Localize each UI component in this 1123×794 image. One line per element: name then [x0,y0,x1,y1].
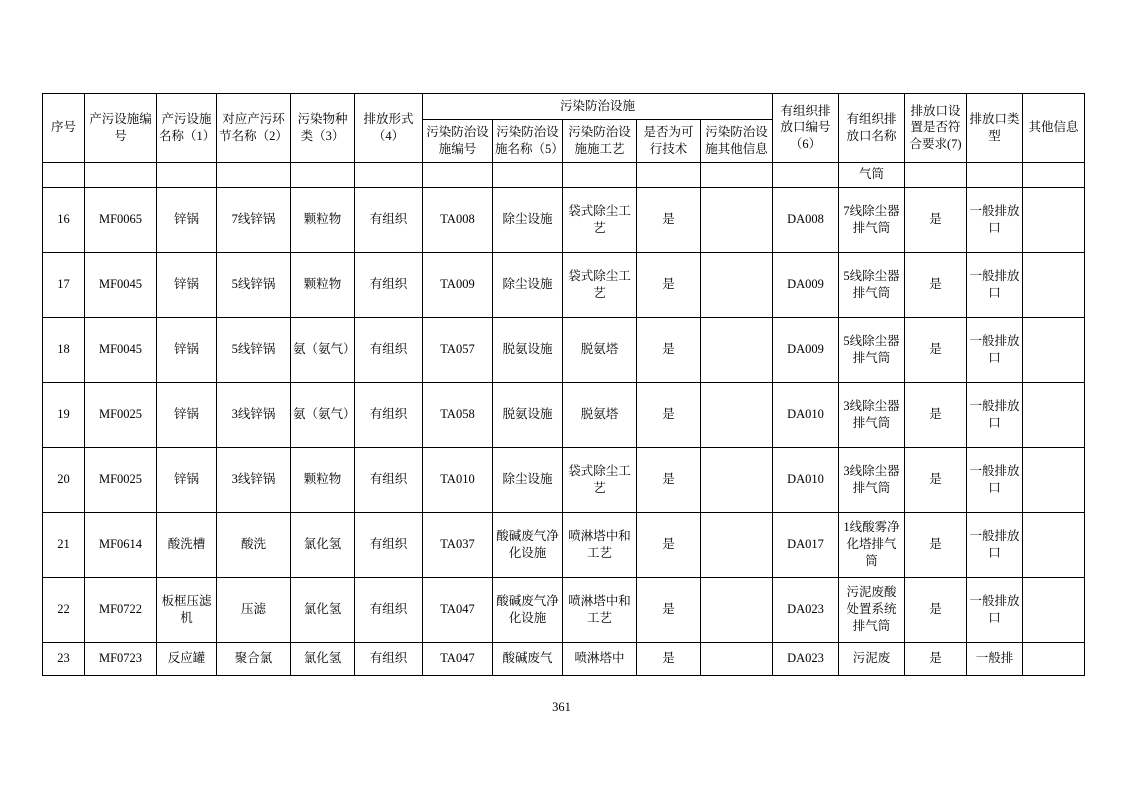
cell-seq: 16 [43,187,85,252]
cell-emission-form: 有组织 [355,252,423,317]
cell-control-process: 脱氨塔 [563,382,637,447]
table-row [43,382,1085,447]
cell-seq: 19 [43,382,85,447]
cell-control-name: 脱氨设施 [493,317,563,382]
cell-facility-name: 酸洗槽 [157,512,217,577]
column-header-feasible-tech: 是否为可行技术 [637,119,701,162]
cell-control-process: 喷淋塔中和工艺 [563,577,637,642]
cell-outlet-code: DA008 [773,187,839,252]
cell-outlet-name: 5线除尘器排气筒 [839,252,905,317]
cell-outlet-code: DA010 [773,447,839,512]
cell-emission-form [355,162,423,187]
column-header-outlet-name: 有组织排放口名称 [839,94,905,163]
cell-outlet-compliant: 是 [905,187,967,252]
cell-control-other [701,317,773,382]
cell-pollutant-type: 颗粒物 [291,187,355,252]
cell-outlet-name: 3线除尘器排气筒 [839,382,905,447]
cell-control-other [701,162,773,187]
cell-feasible-tech: 是 [637,187,701,252]
table-row [43,252,1085,317]
cell-outlet-code [773,162,839,187]
cell-seq: 21 [43,512,85,577]
cell-feasible-tech: 是 [637,252,701,317]
cell-seq: 17 [43,252,85,317]
column-header-other-info: 其他信息 [1023,94,1085,163]
cell-facility-code: MF0723 [85,642,157,675]
column-header-group-pollution-control: 污染防治设施 [423,94,773,120]
cell-facility-code: MF0722 [85,577,157,642]
cell-feasible-tech: 是 [637,382,701,447]
cell-facility-name: 锌锅 [157,447,217,512]
cell-outlet-type: 一般排 [967,642,1023,675]
cell-feasible-tech [637,162,701,187]
cell-outlet-name: 污泥废酸处置系统排气筒 [839,577,905,642]
table-row [43,512,1085,577]
cell-control-name [493,162,563,187]
cell-seq: 18 [43,317,85,382]
cell-control-code: TA010 [423,447,493,512]
cell-seq: 22 [43,577,85,642]
cell-outlet-type: 一般排放口 [967,447,1023,512]
emission-facility-table [42,93,1085,676]
table-row [43,577,1085,642]
cell-seq [43,162,85,187]
cell-control-code: TA009 [423,252,493,317]
cell-other-info [1023,382,1085,447]
cell-feasible-tech: 是 [637,642,701,675]
cell-other-info [1023,447,1085,512]
cell-process-name: 5线锌锅 [217,317,291,382]
cell-outlet-type: 一般排放口 [967,187,1023,252]
cell-facility-code [85,162,157,187]
cell-seq: 20 [43,447,85,512]
cell-process-name: 压滤 [217,577,291,642]
cell-control-process: 喷淋塔中和工艺 [563,512,637,577]
column-header-emission-form: 排放形式（4） [355,94,423,163]
cell-process-name: 3线锌锅 [217,382,291,447]
cell-process-name: 聚合氯 [217,642,291,675]
cell-outlet-type: 一般排放口 [967,317,1023,382]
cell-seq: 23 [43,642,85,675]
cell-control-other [701,252,773,317]
cell-feasible-tech: 是 [637,577,701,642]
cell-outlet-type [967,162,1023,187]
cell-outlet-name: 气筒 [839,162,905,187]
column-header-control-name: 污染防治设施名称（5） [493,119,563,162]
cell-pollutant-type: 氯化氢 [291,512,355,577]
column-header-outlet-code: 有组织排放口编号（6） [773,94,839,163]
table-row-partial-top [43,162,1085,187]
cell-emission-form: 有组织 [355,512,423,577]
column-header-pollutant-type: 污染物种类（3） [291,94,355,163]
cell-outlet-compliant [905,162,967,187]
cell-outlet-compliant: 是 [905,252,967,317]
cell-facility-code: MF0045 [85,317,157,382]
cell-facility-name: 锌锅 [157,317,217,382]
cell-pollutant-type [291,162,355,187]
cell-emission-form: 有组织 [355,187,423,252]
cell-control-name: 酸碱废气净化设施 [493,512,563,577]
cell-control-code: TA047 [423,577,493,642]
cell-emission-form: 有组织 [355,382,423,447]
cell-facility-name: 反应罐 [157,642,217,675]
cell-process-name [217,162,291,187]
column-header-outlet-type: 排放口类型 [967,94,1023,163]
column-header-process-name: 对应产污环节名称（2） [217,94,291,163]
page-number: 361 [552,700,571,714]
cell-emission-form: 有组织 [355,447,423,512]
cell-outlet-code: DA010 [773,382,839,447]
cell-outlet-name: 3线除尘器排气筒 [839,447,905,512]
cell-other-info [1023,187,1085,252]
cell-feasible-tech: 是 [637,447,701,512]
cell-control-code: TA037 [423,512,493,577]
cell-outlet-compliant: 是 [905,382,967,447]
cell-facility-name: 锌锅 [157,187,217,252]
cell-outlet-name: 污泥废 [839,642,905,675]
cell-other-info [1023,577,1085,642]
cell-control-name: 除尘设施 [493,252,563,317]
table-body [43,162,1085,675]
cell-control-other [701,447,773,512]
cell-control-other [701,642,773,675]
cell-control-name: 脱氨设施 [493,382,563,447]
permit-table-container [42,93,1081,676]
cell-control-code [423,162,493,187]
cell-facility-code: MF0025 [85,382,157,447]
column-header-facility-name: 产污设施名称（1） [157,94,217,163]
cell-facility-name: 板框压滤机 [157,577,217,642]
cell-outlet-type: 一般排放口 [967,577,1023,642]
cell-pollutant-type: 颗粒物 [291,252,355,317]
cell-control-code: TA058 [423,382,493,447]
column-header-control-other: 污染防治设施其他信息 [701,119,773,162]
cell-process-name: 3线锌锅 [217,447,291,512]
cell-facility-code: MF0065 [85,187,157,252]
cell-emission-form: 有组织 [355,577,423,642]
cell-other-info [1023,512,1085,577]
cell-other-info [1023,252,1085,317]
cell-control-name: 除尘设施 [493,447,563,512]
cell-outlet-code: DA023 [773,577,839,642]
cell-control-other [701,382,773,447]
cell-facility-code: MF0025 [85,447,157,512]
cell-control-code: TA008 [423,187,493,252]
cell-emission-form: 有组织 [355,642,423,675]
cell-other-info [1023,317,1085,382]
cell-control-name: 除尘设施 [493,187,563,252]
cell-other-info [1023,162,1085,187]
cell-pollutant-type: 氨（氨气） [291,382,355,447]
cell-outlet-type: 一般排放口 [967,252,1023,317]
cell-outlet-name: 7线除尘器排气筒 [839,187,905,252]
header-row-group [43,94,1085,120]
cell-outlet-compliant: 是 [905,642,967,675]
cell-outlet-compliant: 是 [905,447,967,512]
cell-control-process: 脱氨塔 [563,317,637,382]
cell-facility-code: MF0614 [85,512,157,577]
cell-pollutant-type: 氯化氢 [291,642,355,675]
cell-feasible-tech: 是 [637,512,701,577]
cell-control-code: TA047 [423,642,493,675]
cell-control-process [563,162,637,187]
cell-pollutant-type: 氨（氨气） [291,317,355,382]
table-header [43,94,1085,163]
cell-pollutant-type: 颗粒物 [291,447,355,512]
cell-control-process: 喷淋塔中 [563,642,637,675]
cell-outlet-name: 1线酸雾净化塔排气筒 [839,512,905,577]
cell-process-name: 5线锌锅 [217,252,291,317]
cell-outlet-code: DA009 [773,317,839,382]
cell-control-name: 酸碱废气 [493,642,563,675]
cell-outlet-code: DA009 [773,252,839,317]
cell-outlet-name: 5线除尘器排气筒 [839,317,905,382]
cell-other-info [1023,642,1085,675]
cell-control-other [701,512,773,577]
column-header-facility-code: 产污设施编号 [85,94,157,163]
cell-outlet-compliant: 是 [905,577,967,642]
cell-outlet-type: 一般排放口 [967,512,1023,577]
cell-control-other [701,187,773,252]
cell-control-process: 袋式除尘工艺 [563,187,637,252]
column-header-seq: 序号 [43,94,85,163]
table-row [43,317,1085,382]
cell-feasible-tech: 是 [637,317,701,382]
cell-outlet-compliant: 是 [905,317,967,382]
column-header-control-process: 污染防治设施施工艺 [563,119,637,162]
cell-facility-name: 锌锅 [157,382,217,447]
column-header-control-code: 污染防治设施编号 [423,119,493,162]
table-row [43,187,1085,252]
cell-outlet-compliant: 是 [905,512,967,577]
cell-control-name: 酸碱废气净化设施 [493,577,563,642]
table-row [43,642,1085,675]
cell-facility-name: 锌锅 [157,252,217,317]
cell-pollutant-type: 氯化氢 [291,577,355,642]
cell-emission-form: 有组织 [355,317,423,382]
cell-outlet-code: DA023 [773,642,839,675]
cell-control-code: TA057 [423,317,493,382]
cell-process-name: 酸洗 [217,512,291,577]
cell-control-process: 袋式除尘工艺 [563,447,637,512]
table-row [43,447,1085,512]
cell-outlet-type: 一般排放口 [967,382,1023,447]
column-header-outlet-compliant: 排放口设置是否符合要求(7) [905,94,967,163]
cell-outlet-code: DA017 [773,512,839,577]
cell-facility-code: MF0045 [85,252,157,317]
cell-facility-name [157,162,217,187]
cell-control-other [701,577,773,642]
cell-control-process: 袋式除尘工艺 [563,252,637,317]
cell-process-name: 7线锌锅 [217,187,291,252]
